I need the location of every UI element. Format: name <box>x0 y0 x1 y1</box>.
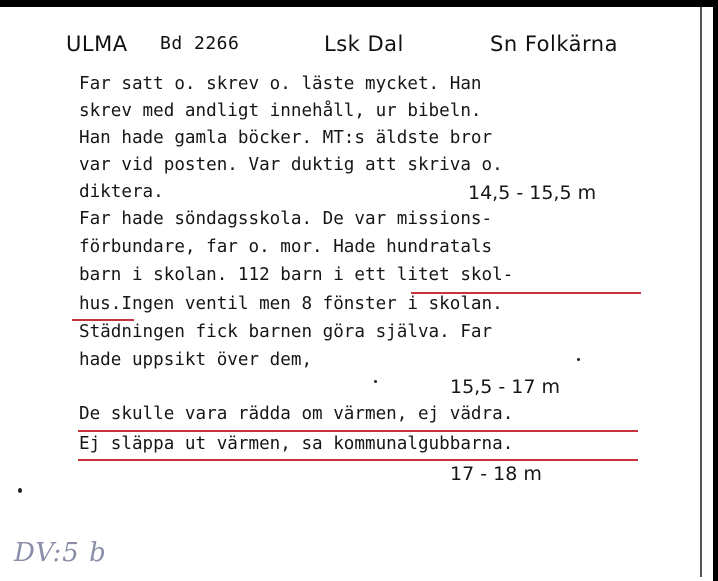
time-marker: 15,5 - 17 m <box>450 376 560 398</box>
text-line: hus.Ingen ventil men 8 fönster i skolan. <box>79 294 503 314</box>
scan-border-top <box>0 0 718 7</box>
volume-number: Bd 2266 <box>160 33 240 54</box>
text-line: var vid posten. Var duktig att skriva o. <box>79 155 503 175</box>
red-underline <box>78 430 638 432</box>
card-edge-right <box>700 7 702 577</box>
scan-border-right <box>713 0 718 581</box>
handwritten-shelf-mark: DV:5 b <box>14 538 107 568</box>
time-marker: 17 - 18 m <box>450 463 542 485</box>
text-line: förbundare, far o. mor. Hade hundratals <box>79 237 493 257</box>
text-line: barn i skolan. 112 barn i ett litet skol- <box>79 265 514 285</box>
text-line: diktera. <box>79 182 164 202</box>
ink-speck <box>577 358 580 361</box>
text-line: Han hade gamla böcker. MT:s äldste bror <box>79 128 493 148</box>
text-line: Städningen fick barnen göra själva. Far <box>79 322 493 342</box>
parish-label: Sn Folkärna <box>490 32 618 56</box>
ink-speck <box>374 380 377 383</box>
text-line: skrev med andligt innehåll, ur bibeln. <box>79 101 482 121</box>
region-label: Lsk Dal <box>324 32 404 56</box>
ink-speck <box>18 488 22 493</box>
archive-code: ULMA <box>66 32 128 56</box>
text-line: hade uppsikt över dem, <box>79 350 313 370</box>
time-marker: 14,5 - 15,5 m <box>468 182 597 204</box>
text-line: Far satt o. skrev o. läste mycket. Han <box>79 74 482 94</box>
text-line: Far hade söndagsskola. De var missions- <box>79 209 493 229</box>
text-line: Ej släppa ut värmen, sa kommunalgubbarna. <box>79 434 514 454</box>
text-line: De skulle vara rädda om värmen, ej vädra. <box>79 404 514 424</box>
red-underline <box>78 459 638 461</box>
red-underline <box>72 319 134 321</box>
